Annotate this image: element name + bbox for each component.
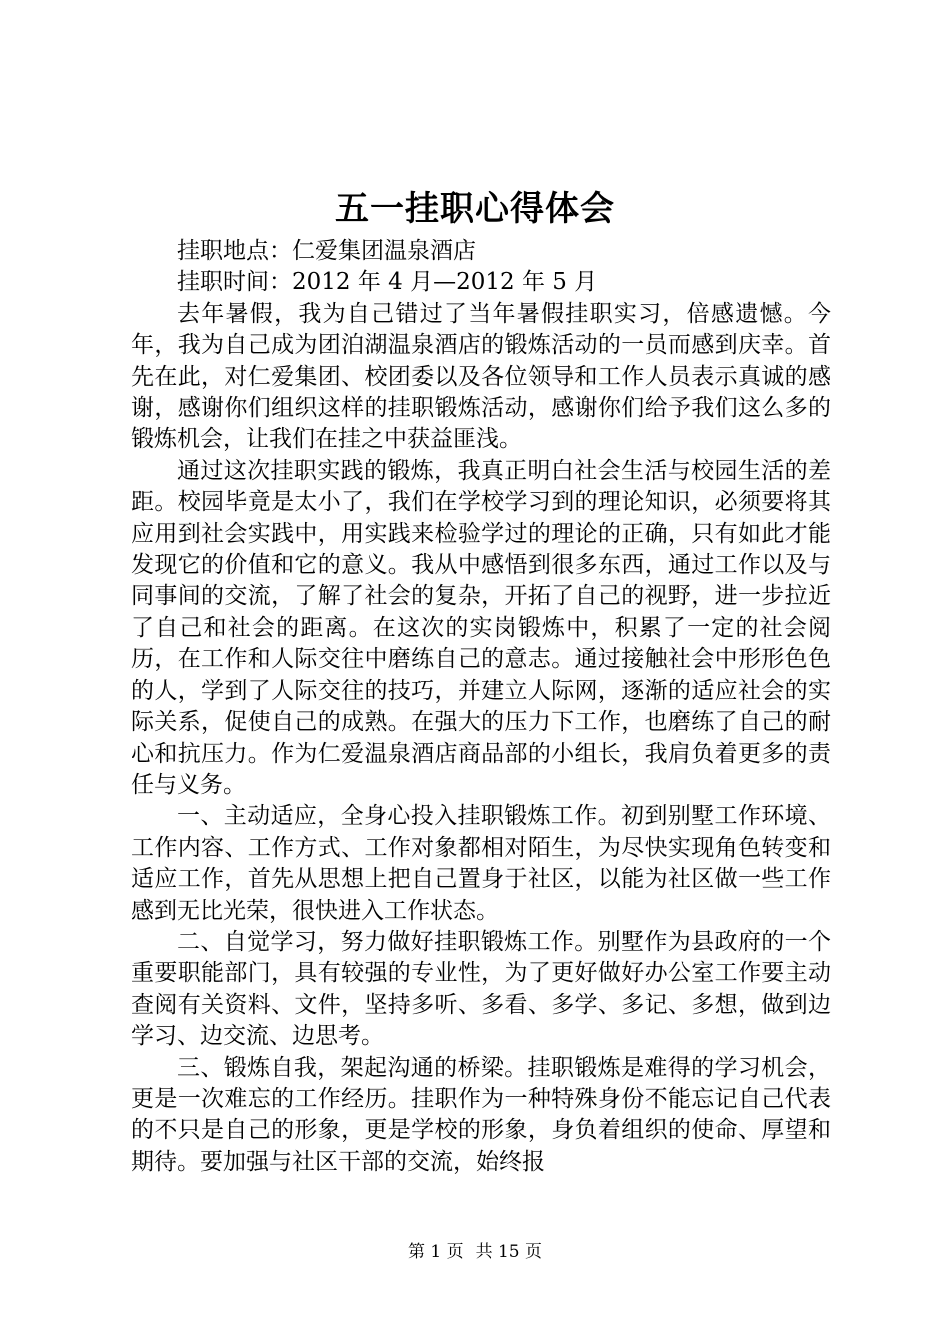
page-number-total: 共 15 页: [475, 1242, 543, 1262]
location-line: 挂职地点：仁爱集团温泉酒店: [177, 238, 476, 264]
paragraph-5: 三、锻炼自我，架起沟通的桥梁。挂职锻炼是难得的学习机会，更是一次难忘的工作经历。挂职作为一种特殊身份不能忘记自己代表的不只是自己的形象，更是学校的形象，身负着组织的使命、厚望和期待。要加强与社区干部的交流，始终报: [131, 1054, 831, 1175]
page-footer: [0, 1240, 950, 1264]
document-body: [131, 236, 831, 1178]
document-title: 五一挂职心得体会: [335, 189, 615, 229]
paragraph-4: 二、自觉学习，努力做好挂职锻炼工作。别墅作为县政府的一个重要职能部门，具有较强的专业性，为了更好做好办公室工作要主动查阅有关资料、文件，坚持多听、多看、多学、多记、多想，做到边学习、边交流、边思考。: [131, 928, 831, 1050]
page-number-current: 第 1 页: [407, 1242, 464, 1262]
paragraph-1: 去年暑假，我为自己错过了当年暑假挂职实习，倍感遗憾。今年，我为自己成为团泊湖温泉酒店的锻炼活动的一员而感到庆幸。首先在此，对仁爱集团、校团委以及各位领导和工作人员表示真诚的感谢，感谢你们组织这样的挂职锻炼活动，感谢你们给予我们这么多的锻炼机会，让我们在挂之中获益匪浅。: [131, 300, 831, 453]
paragraph-2: 通过这次挂职实践的锻炼，我真正明白社会生活与校园生活的差距。校园毕竟是太小了，我们在学校学习到的理论知识，必须要将其应用到社会实践中，用实践来检验学过的理论的正确，只有如此才能发现它的价值和它的意义。我从中感悟到很多东西，通过工作以及与同事间的交流，了解了社会的复杂，开拓了自己的视野，进一步拉近了自己和社会的距离。在这次的实岗锻炼中，积累了一定的社会阅历，在工作和人际交往中磨练自己的意志。通过接触社会中形形色色的人，学到了人际交往的技巧，并建立人际网，逐渐的适应社会的实际关系，促使自己的成熟。在强大的压力下工作，也磨练了自己的耐心和抗压力。作为仁爱温泉酒店商品部的小组长，我肩负着更多的责任与义务。: [131, 457, 831, 798]
time-line: 挂职时间：2012 年 4 月—2012 年 5 月: [177, 269, 598, 296]
paragraph-3: 一、主动适应，全身心投入挂职锻炼工作。初到别墅工作环境、工作内容、工作方式、工作对象都相对陌生，为尽快实现角色转变和适应工作，首先从思想上把自己置身于社区，以能为社区做一些工作感到无比光荣，很快进入工作状态。: [131, 803, 831, 924]
